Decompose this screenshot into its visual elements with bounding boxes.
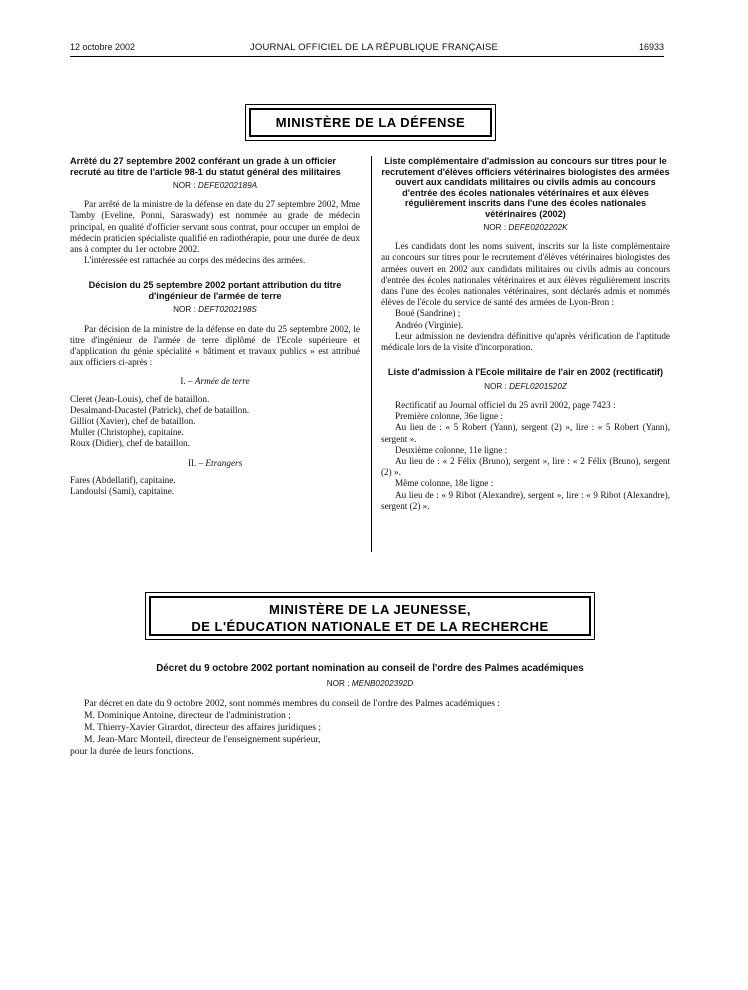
list-item: Fares (Abdellatif), capitaine. [70,474,176,485]
journal-title: JOURNAL OFFICIEL DE LA RÉPUBLIQUE FRANÇAISE [249,42,499,53]
rectificatif-line: Première colonne, 36e ligne : [395,411,503,422]
article-arrete-tamby [70,156,360,266]
nor-reference: NOR : DEFE0202202K [483,223,568,232]
article-title: Arrêté du 27 septembre 2002 conférant un grade à un officier recruté au titre de l'article 98-1 du statut général des militaires [70,156,341,177]
list-item: Boué (Sandrine) ; [395,308,461,319]
article-ecole-air [381,367,670,512]
list-item: M. Thierry-Xavier Girardot, directeur des affaires juridiques ; [84,721,322,733]
page-number: 16933 [638,42,664,52]
article-paragraph: Par décision de la ministre de la défense en date du 25 septembre 2002, le titre d'ingénieur de l'armée de terre diplômé de l'Ecole supérieure et d'application du génie spécialité « bâtiment et travaux publics » est attribué aux officiers ci-après : [70,323,360,368]
rectificatif-line: Au lieu de : « 5 Robert (Yann), sergent (2) », lire : « 5 Robert (Yann), sergent ». [381,422,670,444]
article-title: Décret du 9 octobre 2002 portant nomination au conseil de l'ordre des Palmes académiques [156,663,584,674]
ministry-education-line1: MINISTÈRE DE LA JEUNESSE, [269,602,471,617]
article-paragraph: Par arrêté de la ministre de la défense en date du 27 septembre 2002, Mme Tamby (Eveline, Ponni, Saraswady) est nommée au grade de médecin principal, en qualité d'officier servant sous contrat, pour occuper un emploi de médecin praticien spécialiste qualifié en radiothérapie, pour une durée de deux ans à compter du 1er octobre 2002. [70,199,360,255]
section-heading: I. – Armée de terre [180,376,250,387]
header-rule [70,56,664,57]
rectificatif-line: Rectificatif au Journal officiel du 25 avril 2002, page 7423 : [395,399,616,410]
article-title: Décision du 25 septembre 2002 portant attribution du titre d'ingénieur de l'armée de terre [88,280,342,301]
list-item: M. Dominique Antoine, directeur de l'administration ; [84,709,291,721]
nor-code: DEFT0202198S [198,305,257,315]
rectificatif-line: Deuxième colonne, 11e ligne : [395,444,508,455]
article-liste-veterinaires [381,156,670,353]
nor-reference: NOR : DEFT0202198S [173,305,257,315]
nor-code: DEFL0201520Z [509,381,567,391]
officer-list [70,475,360,497]
article-paragraph: Leur admission ne deviendra définitive qu'après vérification de l'aptitude médicale lors de la visite d'incorporation. [381,330,670,353]
ministry-defense-title: MINISTÈRE DE LA DÉFENSE [275,115,466,130]
ministry-defense-box [249,108,492,137]
left-column [70,156,360,497]
article-title: Liste d'admission à l'Ecole militaire de l'air en 2002 (rectificatif) [387,367,664,378]
article-closing: pour la durée de leurs fonctions. [70,745,194,757]
rectificatif-line: Au lieu de : « 9 Ribot (Alexandre), sergent », lire : « 9 Ribot (Alexandre), sergent (2) ». [381,489,670,511]
list-item: Andréo (Virginie). [395,319,464,330]
article-decret-palmes [70,664,670,758]
ministry-education-box [149,596,591,636]
right-column [381,156,670,512]
nor-code: DEFE0202189A [197,181,258,190]
nor-reference: NOR : DEFE0202189A [172,181,258,190]
list-item: Gilliot (Xavier), chef de bataillon. [70,416,196,427]
nor-reference: NOR : DEFL0201520Z [484,381,567,391]
list-item: Desalmand-Ducastel (Patrick), chef de bataillon. [70,404,250,415]
ministry-education-line2: DE L'ÉDUCATION NATIONALE ET DE LA RECHERCHE [191,619,549,634]
rectificatif-line: Même colonne, 18e ligne : [395,478,494,489]
nor-code: MENB0202392D [351,678,414,688]
officer-list [70,394,360,450]
list-item: M. Jean-Marc Monteil, directeur de l'enseignement supérieur, [84,733,321,745]
article-paragraph: Les candidats dont les noms suivent, inscrits sur la liste complémentaire au concours sur titres pour le recrutement d'élèves vétérinaires biologistes des armées ouvert en 2002 aux candidats militaires ou civils admis au concours d'entrée des écoles nationales vétérinaires et aux élèves régulièrement inscrits dans l'une des écoles nationales vétérinaires, sont déclarés admis et nommés élèves de l'école du service de santé des armées de Lyon-Bron : [381,241,670,308]
list-item: Landoulsi (Sami), capitaine. [70,486,175,497]
column-divider [371,156,372,552]
article-title: Liste complémentaire d'admission au concours sur titres pour le recrutement d'élèves officiers vétérinaires biologistes des armées ouvert aux candidats militaires ou civils admis au concours d'entrée des écoles nationales vétérinaires et aux élèves régulièrement inscrits dans l'une des écoles nationales vétérinaires (2002) [381,156,670,219]
header-date: 12 octobre 2002 [70,42,136,52]
article-paragraph: Par décret en date du 9 octobre 2002, sont nommés membres du conseil de l'ordre des Palmes académiques : [84,697,501,709]
rectificatif-line: Au lieu de : « 2 Félix (Bruno), sergent », lire : « 2 Félix (Bruno), sergent (2) ». [381,455,670,478]
nor-code: DEFE0202202K [508,223,568,232]
list-item: Muller (Christophe), capitaine. [70,427,184,438]
list-item: Roux (Didier), chef de bataillon. [70,438,190,449]
nor-reference: NOR : MENB0202392D [326,678,414,688]
article-paragraph: L'intéressée est rattachée au corps des médecins des armées. [84,255,306,266]
list-item: Cleret (Jean-Louis), chef de bataillon. [70,393,210,404]
section-heading: II. – Etrangers [187,457,243,468]
article-decision-ingenieur [70,280,360,497]
